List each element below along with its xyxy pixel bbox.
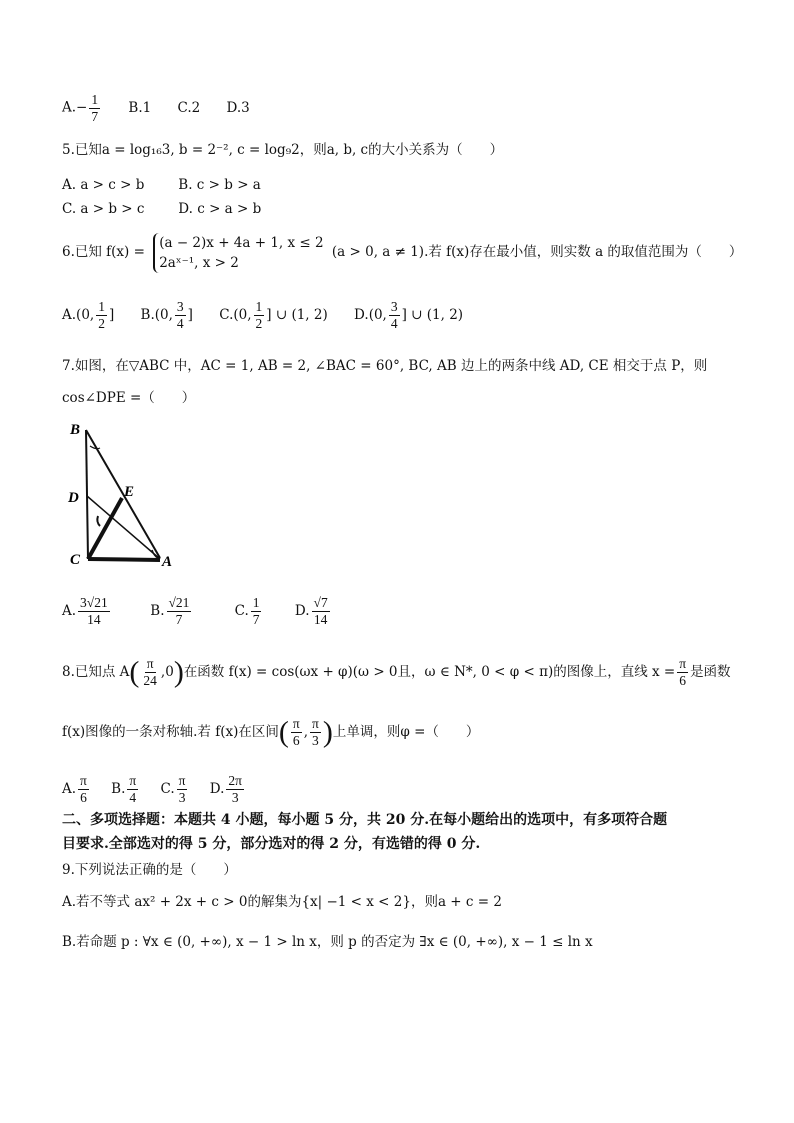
q8-option-b: B. $\frac{\pi}{4}$ bbox=[111, 772, 137, 805]
q9-stem: 9.下列说法正确的是（ ） bbox=[62, 862, 237, 878]
q4-option-a: A.− $\frac{1}{7}$ bbox=[62, 92, 99, 124]
q7-stem-line2: cos∠DPE =（ ） bbox=[62, 390, 196, 406]
q5-stem: 5.已知a = log₁₆3, b = 2⁻², c = log₉2，则a, b, c的大小关系为（ ） bbox=[62, 142, 504, 158]
q5-option-c: C. a > b > c bbox=[62, 200, 145, 217]
q7-option-a: A. $\frac{3√21}{14}$ bbox=[62, 594, 108, 627]
label-d: D bbox=[68, 490, 79, 506]
q4-option-b: B.1 bbox=[128, 100, 152, 117]
q8-option-a: A. $\frac{\pi}{6}$ bbox=[62, 772, 87, 805]
q8-option-c: C. $\frac{\pi}{3}$ bbox=[160, 772, 186, 805]
q4-option-c: C.2 bbox=[177, 100, 201, 117]
q7-option-d: D. $\frac{√7}{14}$ bbox=[294, 594, 328, 627]
label-e: E bbox=[124, 484, 135, 500]
q6-option-d: D.(0, $\frac{3}{4}$ ] ∪ (1, 2) bbox=[354, 298, 464, 331]
q6-options bbox=[62, 294, 734, 335]
q8-options bbox=[62, 768, 734, 809]
label-a: A bbox=[162, 554, 172, 570]
q9-option-b: B.若命题 p : ∀x ∈ (0, +∞), x − 1 > ln x，则 p 的否定为 ∃x ∈ (0, +∞), x − 1 ≤ ln x bbox=[62, 934, 593, 950]
q6-piecewise: (a − 2)x + 4a + 1, x ≤ 2 2aˣ⁻¹, x > 2 bbox=[153, 233, 323, 273]
q9-option-a: A.若不等式 ax² + 2x + c > 0的解集为{x| −1 < x < 2}，则a + c = 2 bbox=[62, 894, 502, 910]
q8-option-d: D. $\frac{2\pi}{3}$ bbox=[209, 772, 242, 805]
label-c: C bbox=[70, 552, 81, 568]
q7-option-c: C. $\frac{1}{7}$ bbox=[234, 594, 260, 627]
q7-option-b: B. $\frac{√21}{7}$ bbox=[150, 594, 190, 627]
edge-bc bbox=[86, 430, 88, 559]
q5-option-a: A. a > c > b bbox=[62, 176, 145, 193]
q5-option-d: D. c > a > b bbox=[178, 200, 262, 217]
q5-options-row1 bbox=[62, 174, 734, 195]
q5-option-b: B. c > b > a bbox=[178, 176, 261, 193]
q7-triangle-figure bbox=[62, 418, 172, 570]
q6-option-b: B.(0, $\frac{3}{4}$ ] bbox=[140, 298, 193, 331]
q6-stem: 6.已知 f(x) = (a − 2)x + 4a + 1, x ≤ 2 2aˣ⁻¹, x > 2 (a > 0, a ≠ 1).若 f(x)存在最小值，则实数 a 的取值范围为（ ） bbox=[62, 234, 743, 271]
q6-option-c: C.(0, $\frac{1}{2}$ ] ∪ (1, 2) bbox=[219, 298, 328, 331]
q4-option-d: D.3 bbox=[226, 100, 250, 117]
section2-heading-line2: 目要求.全部选对的得 5 分，部分选对的得 2 分，有选错的得 0 分. bbox=[62, 836, 481, 852]
median-ce bbox=[88, 498, 122, 559]
q6-option-a: A.(0, $\frac{1}{2}$ ] bbox=[62, 298, 115, 331]
q8-stem-line2: f(x)图像的一条对称轴.若 f(x)在区间( $\frac{\pi}{6}$ , $\frac{\pi}{3}$ )上单调，则φ =（ ） bbox=[62, 715, 480, 749]
section2-heading-line1: 二、多项选择题：本题共 4 小题，每小题 5 分，共 20 分.在每小题给出的选项中，有多项符合题 bbox=[62, 812, 668, 828]
median-ad bbox=[87, 496, 160, 559]
q7-options bbox=[62, 590, 734, 631]
angle-mark-p bbox=[97, 516, 100, 526]
q8-stem-line1: 8.已知点 A( $\frac{\pi}{24}$ ,0)在函数 f(x) = cos(ωx + φ)(ω > 0且，ω ∈ N*, 0 < φ < π)的图像上，直线 x = $\frac{\pi}{6}$ 是函数 bbox=[62, 655, 731, 689]
q7-stem-line1: 7.如图，在▽ABC 中，AC = 1, AB = 2, ∠BAC = 60°, BC, AB 边上的两条中线 AD, CE 相交于点 P，则 bbox=[62, 358, 708, 374]
q5-options-row2 bbox=[62, 198, 734, 219]
label-b: B bbox=[70, 422, 81, 438]
q4-options bbox=[62, 92, 734, 124]
edge-ca bbox=[88, 559, 160, 560]
